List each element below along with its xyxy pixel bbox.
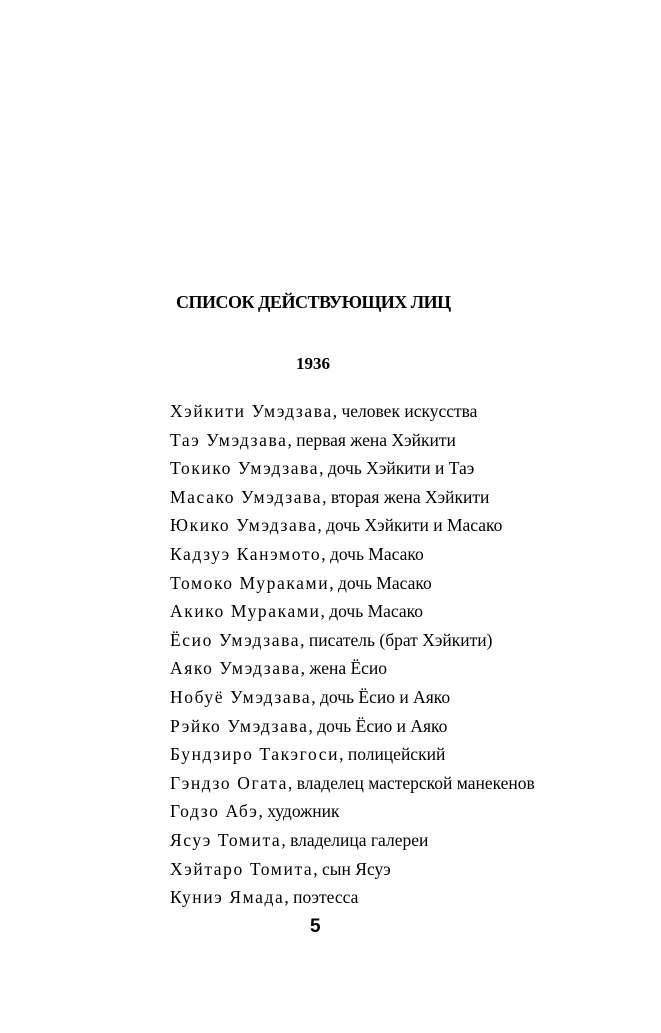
character-description: , дочь Масако — [321, 543, 424, 564]
character-description: , сын Ясуэ — [313, 858, 391, 879]
character-description: , поэтесса — [284, 887, 359, 908]
character-entry — [170, 855, 535, 884]
character-entry — [170, 397, 535, 426]
character-entry — [170, 540, 535, 569]
character-name: Таэ Умэдзава — [170, 429, 288, 450]
character-description: , дочь Хэйкити и Масако — [317, 515, 503, 536]
character-name: Аяко Умэдзава — [170, 658, 301, 679]
character-entry — [170, 454, 535, 483]
character-entry — [170, 597, 535, 626]
character-description: , владелица галереи — [281, 829, 429, 850]
character-description: , дочь Хэйкити и Таэ — [319, 458, 475, 479]
character-entry — [170, 712, 535, 741]
character-entry — [170, 511, 535, 540]
character-description: , дочь Масако — [329, 572, 432, 593]
character-entry — [170, 740, 535, 769]
character-entry — [170, 654, 535, 683]
character-description: , дочь Масако — [320, 601, 424, 622]
character-entry — [170, 683, 535, 712]
character-name: Токико Умэдзава — [170, 458, 320, 479]
character-description: , человек искусства — [332, 401, 478, 421]
character-entry — [170, 569, 535, 598]
character-entry — [170, 769, 535, 798]
character-entry — [170, 426, 535, 455]
character-entry — [170, 626, 535, 655]
page-heading: СПИСОК ДЕЙСТВУЮЩИХ ЛИЦ — [176, 292, 451, 312]
character-name: Юкико Умэдзава — [170, 515, 318, 536]
character-name: Рэйко Умэдзава — [170, 715, 309, 736]
page-number: 5 — [310, 916, 321, 937]
character-name: Гэндзо Огата — [170, 772, 289, 793]
character-description: , вторая жена Хэйкити — [322, 486, 490, 507]
character-entry — [170, 797, 535, 826]
character-description: , художник — [258, 801, 340, 822]
character-name: Куниэ Ямада — [170, 887, 285, 908]
character-description: , жена Ёсио — [300, 658, 388, 679]
year-heading: 1936 — [296, 354, 330, 373]
character-description: , писатель (брат Хэйкити) — [300, 629, 493, 650]
character-description: , дочь Ёсио и Аяко — [311, 686, 451, 707]
character-name: Томоко Мураками — [170, 572, 330, 593]
character-entry — [170, 826, 535, 855]
character-name: Хэйтаро Томита — [170, 858, 314, 879]
character-name: Акико Мураками — [170, 601, 321, 622]
character-name: Годзо Абэ — [170, 801, 259, 822]
character-entry — [170, 483, 535, 512]
character-description: , дочь Ёсио и Аяко — [308, 715, 448, 736]
character-description: , первая жена Хэйкити — [287, 429, 456, 450]
character-name: Ясуэ Томита — [170, 829, 282, 850]
character-name: Бундзиро Такэгоси — [170, 744, 340, 765]
character-name: Кадзуэ Канэмото — [170, 543, 322, 564]
character-entry — [170, 883, 535, 912]
character-name: Нобуё Умэдзава — [170, 686, 312, 707]
character-description: , полицейский — [339, 744, 446, 765]
character-description: , владелец мастерской манекенов — [288, 772, 535, 793]
character-name: Масако Умэдзава — [170, 486, 323, 507]
character-name: Ёсио Умэдзава — [170, 629, 301, 650]
character-name: Хэйкити Умэдзава — [170, 401, 333, 421]
character-list — [170, 397, 535, 912]
